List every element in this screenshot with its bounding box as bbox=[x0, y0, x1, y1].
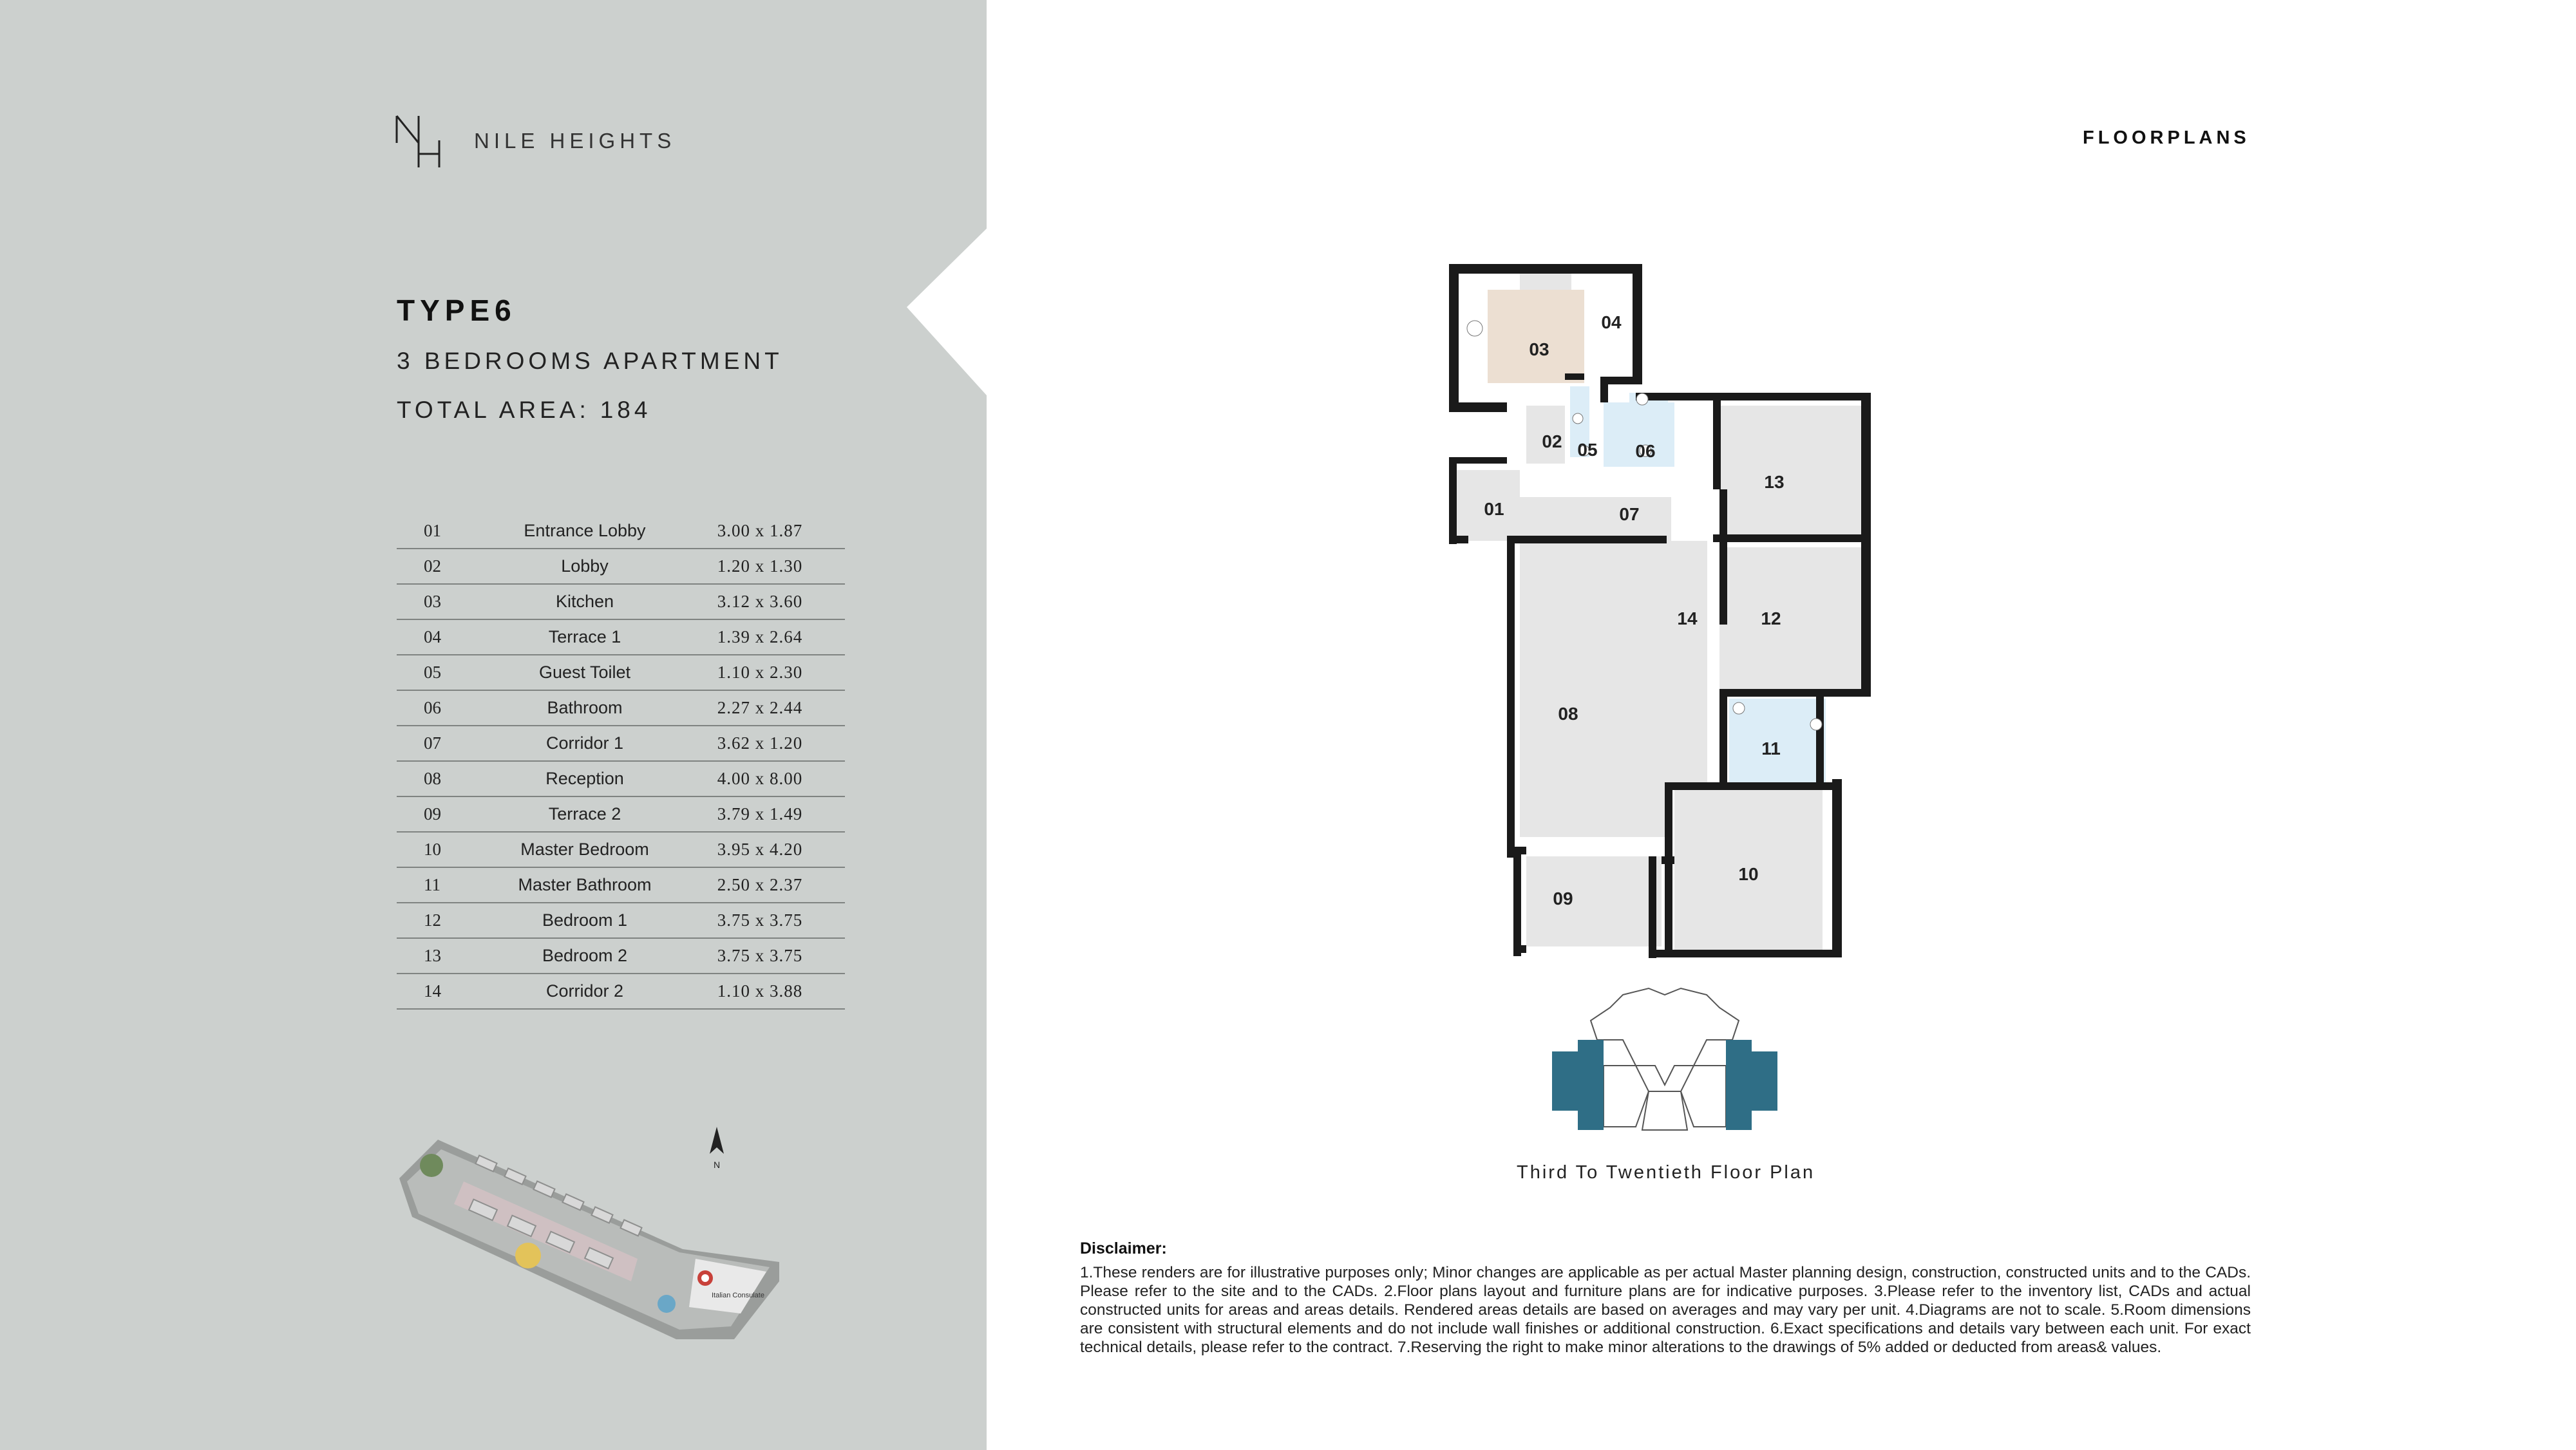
table-row bbox=[397, 514, 845, 549]
unit-description: 3 BEDROOMS APARTMENT bbox=[397, 348, 783, 374]
room-dimensions: 4.00 x 8.00 bbox=[675, 761, 845, 796]
room-dimensions: 3.75 x 3.75 bbox=[675, 938, 845, 974]
table-row bbox=[397, 761, 845, 796]
plan-label-13: 13 bbox=[1764, 472, 1785, 492]
plan-label-08: 08 bbox=[1558, 704, 1578, 724]
room-name: Master Bedroom bbox=[495, 832, 675, 867]
disclaimer bbox=[1080, 1239, 2251, 1357]
room-dimensions: 3.00 x 1.87 bbox=[675, 514, 845, 549]
table-row bbox=[397, 619, 845, 655]
room-dimensions: 1.20 x 1.30 bbox=[675, 549, 845, 584]
plan-label-05: 05 bbox=[1577, 440, 1598, 460]
room-dimensions: 1.10 x 2.30 bbox=[675, 655, 845, 690]
north-arrow-icon bbox=[702, 1125, 732, 1171]
room-number: 04 bbox=[397, 619, 495, 655]
key-plan-diagram bbox=[1552, 982, 1777, 1136]
plan-label-10: 10 bbox=[1738, 864, 1759, 884]
plan-label-03: 03 bbox=[1529, 339, 1549, 359]
room-dimensions: 3.75 x 3.75 bbox=[675, 903, 845, 938]
plan-label-09: 09 bbox=[1553, 889, 1573, 909]
compass-letter: N bbox=[713, 1160, 721, 1170]
plan-label-11: 11 bbox=[1761, 739, 1781, 758]
room-number: 11 bbox=[397, 867, 495, 903]
total-area-value: 184 bbox=[600, 397, 652, 423]
room-number: 08 bbox=[397, 761, 495, 796]
brand-name: NILE HEIGHTS bbox=[474, 129, 676, 153]
plan-label-01: 01 bbox=[1484, 499, 1504, 519]
plan-label-07: 07 bbox=[1619, 504, 1640, 524]
table-row bbox=[397, 938, 845, 974]
plan-label-06: 06 bbox=[1635, 441, 1656, 461]
room-number: 01 bbox=[397, 514, 495, 549]
table-row bbox=[397, 726, 845, 761]
room-dimensions: 1.10 x 3.88 bbox=[675, 974, 845, 1009]
room-number: 05 bbox=[397, 655, 495, 690]
room-schedule-table bbox=[397, 514, 845, 1010]
room-name: Kitchen bbox=[495, 584, 675, 619]
nile-heights-logo bbox=[395, 115, 442, 169]
room-name: Bedroom 2 bbox=[495, 938, 675, 974]
room-number: 14 bbox=[397, 974, 495, 1009]
disclaimer-title: Disclaimer: bbox=[1080, 1239, 1167, 1257]
room-name: Lobby bbox=[495, 549, 675, 584]
total-area bbox=[397, 397, 651, 424]
unit-type-title: TYPE6 bbox=[397, 294, 516, 327]
room-name: Corridor 2 bbox=[495, 974, 675, 1009]
room-number: 13 bbox=[397, 938, 495, 974]
room-number: 02 bbox=[397, 549, 495, 584]
table-row bbox=[397, 903, 845, 938]
room-name: Corridor 1 bbox=[495, 726, 675, 761]
room-dimensions: 3.62 x 1.20 bbox=[675, 726, 845, 761]
room-dimensions: 2.27 x 2.44 bbox=[675, 690, 845, 726]
table-row bbox=[397, 549, 845, 584]
room-name: Entrance Lobby bbox=[495, 514, 675, 549]
room-number: 09 bbox=[397, 796, 495, 832]
room-dimensions: 3.12 x 3.60 bbox=[675, 584, 845, 619]
room-name: Master Bathroom bbox=[495, 867, 675, 903]
disclaimer-text: 1.These renders are for illustrative purposes only; Minor changes are applicable as per actual Master planning design, construction, constructed units and to the CADs. Please refer to the site and to the CADs. 2.Floor plans layout and furniture plans are for indicative purposes. 3.Please refer to the inventory list, CADs and actual constructed units for areas and areas details. Rendered areas details are based on averages and may vary per unit. 4.Diagrams are not to scale. 5.Room dimensions are consistent with structural elements and do not include wall finishes or additional construction. 6.Exact specifications and details vary between each unit. For exact technical details, please refer to the contract. 7.Reserving the right to make minor alterations to the drawings of 5% added or deducted from areas& values. bbox=[1080, 1264, 2251, 1356]
table-row bbox=[397, 796, 845, 832]
room-number: 10 bbox=[397, 832, 495, 867]
room-number: 12 bbox=[397, 903, 495, 938]
room-name: Guest Toilet bbox=[495, 655, 675, 690]
room-name: Bedroom 1 bbox=[495, 903, 675, 938]
plan-label-04: 04 bbox=[1601, 312, 1622, 332]
room-name: Bathroom bbox=[495, 690, 675, 726]
room-dimensions: 3.95 x 4.20 bbox=[675, 832, 845, 867]
room-dimensions: 2.50 x 2.37 bbox=[675, 867, 845, 903]
site-landmark-label: Italian Consulate bbox=[712, 1292, 764, 1299]
room-name: Reception bbox=[495, 761, 675, 796]
room-number: 06 bbox=[397, 690, 495, 726]
room-name: Terrace 1 bbox=[495, 619, 675, 655]
room-dimensions: 1.39 x 2.64 bbox=[675, 619, 845, 655]
room-name: Terrace 2 bbox=[495, 796, 675, 832]
room-number: 03 bbox=[397, 584, 495, 619]
table-row bbox=[397, 832, 845, 867]
table-row bbox=[397, 584, 845, 619]
room-dimensions: 3.79 x 1.49 bbox=[675, 796, 845, 832]
plan-label-12: 12 bbox=[1761, 608, 1781, 628]
floor-plan-drawing bbox=[1436, 258, 1887, 966]
section-header: FLOORPLANS bbox=[2083, 127, 2250, 148]
total-area-label: TOTAL AREA: bbox=[397, 397, 590, 423]
plan-label-02: 02 bbox=[1542, 431, 1562, 451]
floor-plan-caption: Third To Twentieth Floor Plan bbox=[1517, 1162, 1815, 1183]
table-row bbox=[397, 867, 845, 903]
table-row bbox=[397, 974, 845, 1009]
plan-label-14: 14 bbox=[1677, 608, 1698, 628]
table-row bbox=[397, 655, 845, 690]
table-row bbox=[397, 690, 845, 726]
room-number: 07 bbox=[397, 726, 495, 761]
